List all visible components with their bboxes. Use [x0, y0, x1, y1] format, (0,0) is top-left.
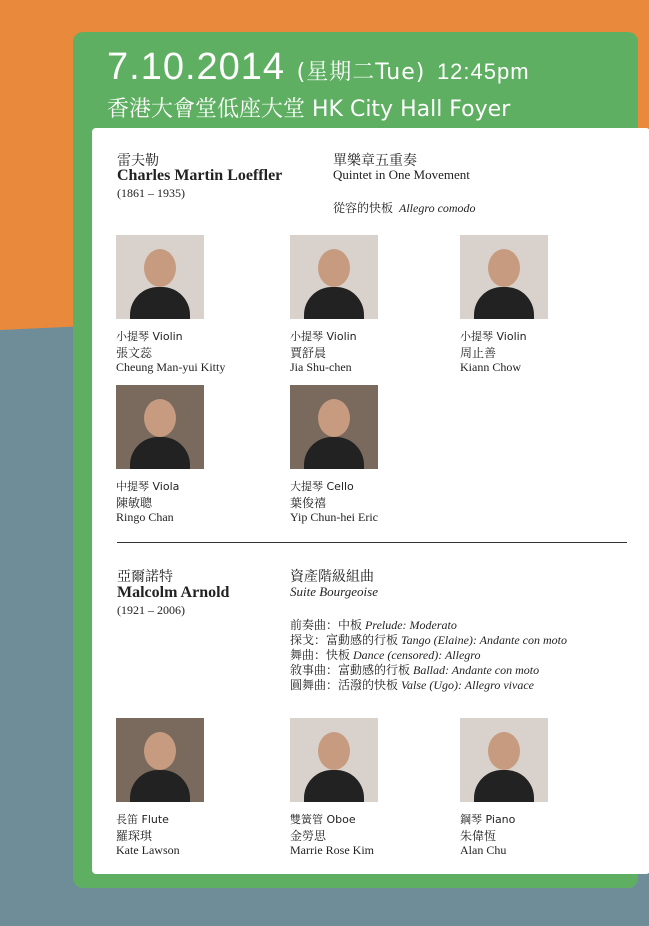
work2-cn: 資產階級組曲: [290, 569, 374, 585]
performer-photo: [460, 235, 548, 319]
movement-item: 圓舞曲：活潑的快板 Valse (Ugo): Allegro vivace: [290, 678, 534, 692]
composer1-cn: 雷夫勒: [117, 153, 159, 169]
composer1-en: Charles Martin Loeffler: [117, 167, 283, 184]
concert-time: 12:45pm: [436, 59, 530, 84]
performer-instrument: 小提琴 Violin: [290, 330, 357, 343]
performer-name-en: Cheung Man-yui Kitty: [116, 360, 226, 374]
performer-name-cn: 羅琛琪: [116, 829, 153, 843]
movement-item: 前奏曲：中板 Prelude: Moderato: [290, 618, 457, 632]
movement-item: 探戈：富動感的行板 Tango (Elaine): Andante con moto: [290, 633, 567, 647]
work1-en: Quintet in One Movement: [333, 167, 470, 182]
performer-instrument: 大提琴 Cello: [290, 480, 354, 493]
composer2-en: Malcolm Arnold: [117, 584, 230, 601]
performer-instrument: 小提琴 Violin: [460, 330, 527, 343]
performer-name-en: Kate Lawson: [116, 843, 180, 857]
work2-en: Suite Bourgeoise: [290, 584, 378, 599]
performer-instrument: 中提琴 Viola: [116, 480, 180, 493]
performer-name-en: Jia Shu-chen: [290, 360, 352, 374]
composer1-years: (1861 – 1935): [117, 186, 185, 200]
work1-movement: 從容的快板 Allegro comodo: [333, 201, 476, 215]
performer-name-cn: 葉俊禧: [290, 496, 327, 510]
section-divider: [117, 542, 627, 543]
performer-photo: [290, 235, 378, 319]
performer-photo: [116, 385, 204, 469]
performer-name-cn: 金勞思: [290, 829, 327, 843]
movement-item: 敘事曲：富動感的行板 Ballad: Andante con moto: [290, 663, 540, 677]
performer-name-cn: 張文蕊: [116, 346, 153, 360]
performer-photo: [290, 385, 378, 469]
performer-instrument: 小提琴 Violin: [116, 330, 183, 343]
concert-date-line: [107, 46, 530, 89]
performer-instrument: 雙簧管 Oboe: [290, 813, 356, 826]
performer-photo: [116, 718, 204, 802]
performer-name-en: Kiann Chow: [460, 360, 521, 374]
performer-name-cn: 陳敏聰: [116, 496, 153, 510]
movement-item: 舞曲：快板 Dance (censored): Allegro: [290, 648, 481, 662]
performer-instrument: 長笛 Flute: [116, 813, 169, 826]
work1-cn: 單樂章五重奏: [333, 153, 417, 169]
concert-weekday: (星期二Tue): [296, 60, 426, 85]
composer2-cn: 亞爾諾特: [117, 569, 173, 585]
performer-photo: [460, 718, 548, 802]
performer-instrument: 鋼琴 Piano: [460, 813, 516, 826]
composer2-years: (1921 – 2006): [117, 603, 185, 617]
performer-name-en: Yip Chun-hei Eric: [290, 510, 378, 524]
performer-name-en: Marrie Rose Kim: [290, 843, 374, 857]
concert-venue: 香港大會堂低座大堂 HK City Hall Foyer: [107, 97, 511, 122]
performer-name-cn: 賈舒晨: [290, 346, 327, 360]
performer-name-cn: 周止善: [460, 346, 497, 360]
performer-name-cn: 朱偉恆: [460, 829, 497, 843]
performer-name-en: Alan Chu: [460, 843, 507, 857]
performer-name-en: Ringo Chan: [116, 510, 174, 524]
performer-photo: [290, 718, 378, 802]
concert-date: 7.10.2014: [107, 46, 286, 88]
performer-photo: [116, 235, 204, 319]
